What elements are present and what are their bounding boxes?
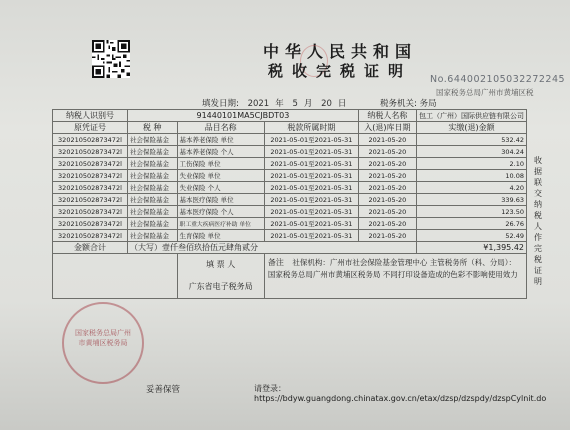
total-label: 金额合计 [53,242,128,254]
col-tax-type: 税 种 [127,122,177,134]
table-row [53,206,527,218]
voucher-no: 320210502873472l [53,218,128,230]
document-number: No.644002105032272245 [430,74,566,85]
taxpayer-name-label: 纳税人名称 [358,110,416,122]
table-row [53,170,527,182]
document-subtitle: 税收完税证明 [267,62,412,80]
bottom-row [53,254,527,299]
tax-type: 社会保险基金 [127,182,177,194]
voucher-no: 320210502873472l [53,182,128,194]
item-name: 生育保险 单位 [177,230,264,242]
col-storage-date: 入(退)库日期 [358,122,416,134]
fill-date-year-unit: 年 [275,99,284,109]
table-row [53,218,527,230]
issuing-authority: 国家税务总局广州市黄埔区税 [436,88,534,97]
fill-date-day-unit: 日 [337,99,347,109]
table-row [53,146,527,158]
storage-date: 2021-05-20 [358,134,416,146]
tax-office [380,97,437,109]
table-header [53,122,527,134]
remark-label: 备注 [267,258,284,267]
official-seal [62,302,144,384]
storage-date: 2021-05-20 [358,194,416,206]
amount: 2.10 [416,158,526,170]
filler-label: 填 票 人 [206,260,236,269]
tax-office-label: 税务机关: [380,99,417,109]
taxpayer-name-value: 包工（广州）国际供应链有限公司 [416,110,526,122]
tax-type: 社会保险基金 [127,134,177,146]
fill-date-year: 2021 [247,99,270,109]
tax-type: 社会保险基金 [127,218,177,230]
tax-period: 2021-05-01至2021-05-31 [264,182,358,194]
amount: 52.49 [416,230,526,242]
voucher-no: 320210502873472l [53,194,128,206]
voucher-no: 320210502873472l [53,170,128,182]
item-name: 失业保险 个人 [177,182,264,194]
total-amount: ¥1,395.42 [416,242,526,254]
remark-cell [264,254,526,299]
table-row [53,134,527,146]
amount: 4.20 [416,182,526,194]
tax-type: 社会保险基金 [127,158,177,170]
col-tax-period: 税款所属时期 [264,122,358,134]
table-row [53,230,527,242]
storage-date: 2021-05-20 [358,146,416,158]
voucher-no: 320210502873472l [53,158,128,170]
fill-date-day: 20 [321,99,332,109]
fill-date-month: 5 [292,99,298,109]
storage-date: 2021-05-20 [358,158,416,170]
tax-period: 2021-05-01至2021-05-31 [264,230,358,242]
tax-type: 社会保险基金 [127,230,177,242]
tax-type: 社会保险基金 [127,194,177,206]
voucher-no: 320210502873472l [53,230,128,242]
tax-type: 社会保险基金 [127,206,177,218]
storage-date: 2021-05-20 [358,170,416,182]
seal-cell [53,254,178,299]
storage-date: 2021-05-20 [358,218,416,230]
tax-period: 2021-05-01至2021-05-31 [264,218,358,230]
amount: 26.76 [416,218,526,230]
fill-date [202,97,346,109]
taxpayer-id-label: 纳税人识别号 [53,110,128,122]
table-row [53,194,527,206]
total-in-words: （大写）壹仟叁佰玖拾伍元肆角贰分 [127,242,416,254]
tax-table [52,109,527,299]
storage-date: 2021-05-20 [358,230,416,242]
document-title: 中华人民共和国 [262,42,417,61]
verification-url: 请登录：https://bdyw.guangdong.chinatax.gov.cn/etax/dzsp/dzspdy/dzspCylnit.do [254,384,547,403]
item-name: 基本医疗保险 单位 [177,194,264,206]
tax-type: 社会保险基金 [127,146,177,158]
tax-period: 2021-05-01至2021-05-31 [264,170,358,182]
voucher-no: 320210502873472l [53,134,128,146]
storage-date: 2021-05-20 [358,182,416,194]
voucher-no: 320210502873472l [53,146,128,158]
col-amount: 实缴(退)金额 [416,122,526,134]
item-name: 失业保险 单位 [177,170,264,182]
total-row [53,242,527,254]
item-name: 职工重大疾病医疗补助 单位 [177,218,264,230]
amount: 339.63 [416,194,526,206]
item-name: 基本养老保险 单位 [177,134,264,146]
table-row [53,182,527,194]
fill-date-label: 填发日期: [202,99,239,109]
taxpayer-id-value: 91440101MA5CJBDT03 [127,110,358,122]
tax-period: 2021-05-01至2021-05-31 [264,146,358,158]
tax-period: 2021-05-01至2021-05-31 [264,158,358,170]
tax-period: 2021-05-01至2021-05-31 [264,194,358,206]
storage-date: 2021-05-20 [358,206,416,218]
taxpayer-row [53,110,527,122]
table-row [53,158,527,170]
qr-code [92,40,130,78]
voucher-no: 320210502873472l [53,206,128,218]
tax-period: 2021-05-01至2021-05-31 [264,134,358,146]
filler-cell [177,254,264,299]
tax-type: 社会保险基金 [127,170,177,182]
amount: 532.42 [416,134,526,146]
tax-office-value: 务局 [419,99,437,109]
item-name: 基本医疗保险 个人 [177,206,264,218]
col-item-name: 品目名称 [177,122,264,134]
amount: 123.50 [416,206,526,218]
item-name: 基本养老保险 个人 [177,146,264,158]
keep-safe-note: 妥善保管 [146,385,181,395]
filler-value: 广东省电子税务局 [188,282,253,291]
side-note: 收据联 交纳税人作完税证明 [534,156,542,286]
amount: 304.24 [416,146,526,158]
col-voucher-no: 原凭证号 [53,122,128,134]
tax-period: 2021-05-01至2021-05-31 [264,206,358,218]
seal-text: 国家税务总局广州市黄埔区税务局 [75,329,131,347]
fill-date-month-unit: 月 [303,99,313,109]
amount: 10.08 [416,170,526,182]
item-name: 工伤保险 单位 [177,158,264,170]
remark-text: 社保机构：广州市社会保险基金管理中心 主管税务所（科、分局）：国家税务总局广州市黄埔区税务局 不同打印设备造成的色彩不影响使用效力 [267,258,518,279]
